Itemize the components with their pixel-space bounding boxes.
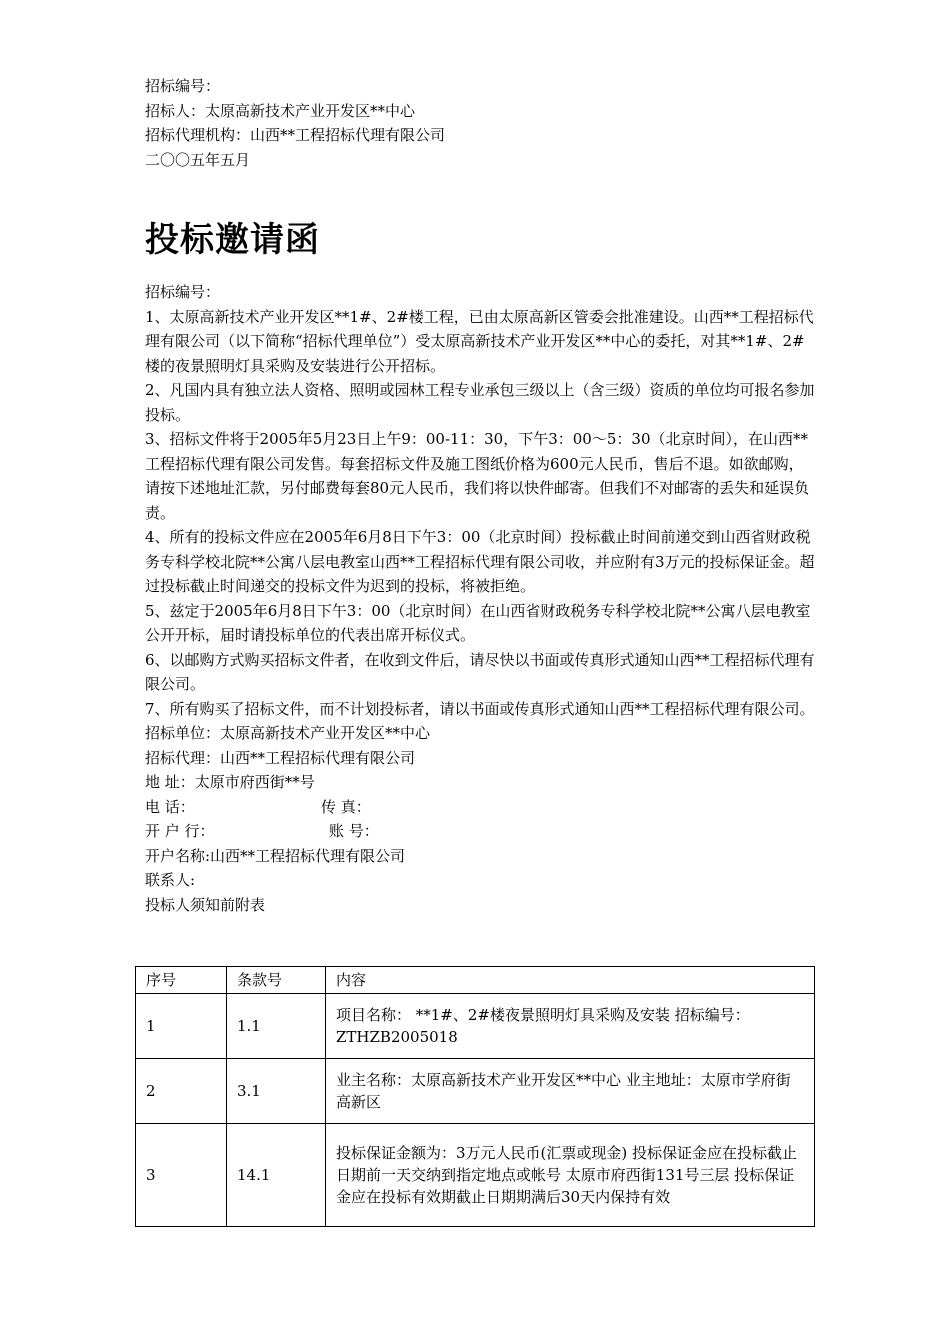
contact-account-name: 开户名称:山西**工程招标代理有限公司 xyxy=(145,846,406,865)
paragraph-4: 4、所有的投标文件应在2005年6月8日下午3：00（北京时间）投标截止时间前递交到山西省财政税务专科学校北院**公寓八层电教室山西**工程招标代理有限公司收，并应附有3万元的投标保证金。超过投标截止时间递交的投标文件为迟到的投标，将被拒绝。 xyxy=(145,528,815,595)
cell-clause: 1.1 xyxy=(227,994,326,1059)
contact-address: 地 址：太原市府西街**号 xyxy=(145,773,315,791)
cell-content: 业主名称：太原高新技术产业开发区**中心 业主地址：太原市学府街高新区 xyxy=(326,1059,815,1124)
cell-index: 1 xyxy=(136,994,227,1059)
cover-bid-no: 招标编号： xyxy=(145,77,221,95)
header-clause: 条款号 xyxy=(227,967,326,994)
contact-phone-fax-row xyxy=(145,795,815,820)
contact-person: 联系人: xyxy=(145,871,196,889)
table-row xyxy=(136,994,815,1059)
table-header-row xyxy=(136,967,815,994)
cell-content: 项目名称： **1#、2#楼夜景照明灯具采购及安装 招标编号：ZTHZB2005018 xyxy=(326,994,815,1059)
cell-clause: 3.1 xyxy=(227,1059,326,1124)
table-row xyxy=(136,1059,815,1124)
contact-account: 账 号： xyxy=(329,822,379,840)
cover-agency: 招标代理机构：山西**工程招标代理有限公司 xyxy=(145,126,446,144)
table-row xyxy=(136,1124,815,1227)
paragraph-7: 7、所有购买了招标文件，而不计划投标者，请以书面或传真形式通知山西**工程招标代理有限公司。 xyxy=(145,699,815,718)
table-caption: 投标人须知前附表 xyxy=(145,895,266,914)
paragraph-6: 6、以邮购方式购买招标文件者，在收到文件后，请尽快以书面或传真形式通知山西**工程招标代理有限公司。 xyxy=(145,650,815,693)
cell-content: 投标保证金额为：3万元人民币(汇票或现金) 投标保证金应在投标截止日期前一天交纳到指定地点或帐号 太原市府西街131号三层 投标保证金应在投标有效期截止日期期满后30天内保持有效 xyxy=(326,1124,815,1227)
contact-unit: 招标单位：太原高新技术产业开发区**中心 xyxy=(145,724,431,742)
document-page xyxy=(145,74,815,917)
paragraph-3: 3、招标文件将于2005年5月23日上午9：00-11：30，下午3：00～5：30（北京时间），在山西**工程招标代理有限公司发售。每套招标文件及施工图纸价格为600元人民币，售后不退。如欲邮购，请按下述地址汇款，另付邮费每套80元人民币，我们将以快件邮寄。但我们不对邮寄的丢失和延误负责。 xyxy=(145,430,810,522)
cover-tenderer: 招标人：太原高新技术产业开发区**中心 xyxy=(145,101,416,120)
contact-bank-row xyxy=(145,819,815,844)
paragraph-2: 2、凡国内具有独立法人资格、照明或园林工程专业承包三级以上（含三级）资质的单位均可报名参加投标。 xyxy=(145,381,815,424)
bid-info-table xyxy=(135,966,815,1227)
header-index: 序号 xyxy=(136,967,227,994)
contact-bank: 开 户 行： xyxy=(145,822,215,840)
header-content: 内容 xyxy=(326,967,815,994)
page-title: 投标邀请函 xyxy=(145,220,320,260)
body-bid-no: 招标编号： xyxy=(145,283,221,301)
cover-date: 二〇〇五年五月 xyxy=(145,150,251,169)
cell-index: 3 xyxy=(136,1124,227,1227)
contact-fax: 传 真： xyxy=(321,797,371,816)
paragraph-1: 1、太原高新技术产业开发区**1#、2#楼工程，已由太原高新区管委会批准建设。山西**工程招标代理有限公司（以下简称“招标代理单位”）受太原高新技术产业开发区**中心的委托，对其**1#、2#楼的夜景照明灯具采购及安装进行公开招标。 xyxy=(145,307,814,375)
contact-phone: 电 话： xyxy=(145,797,195,816)
paragraph-5: 5、兹定于2005年6月8日下午3：00（北京时间）在山西省财政税务专科学校北院**公寓八层电教室公开开标，届时请投标单位的代表出席开标仪式。 xyxy=(145,601,811,644)
cell-index: 2 xyxy=(136,1059,227,1124)
cell-clause: 14.1 xyxy=(227,1124,326,1227)
contact-agent: 招标代理：山西**工程招标代理有限公司 xyxy=(145,748,416,767)
